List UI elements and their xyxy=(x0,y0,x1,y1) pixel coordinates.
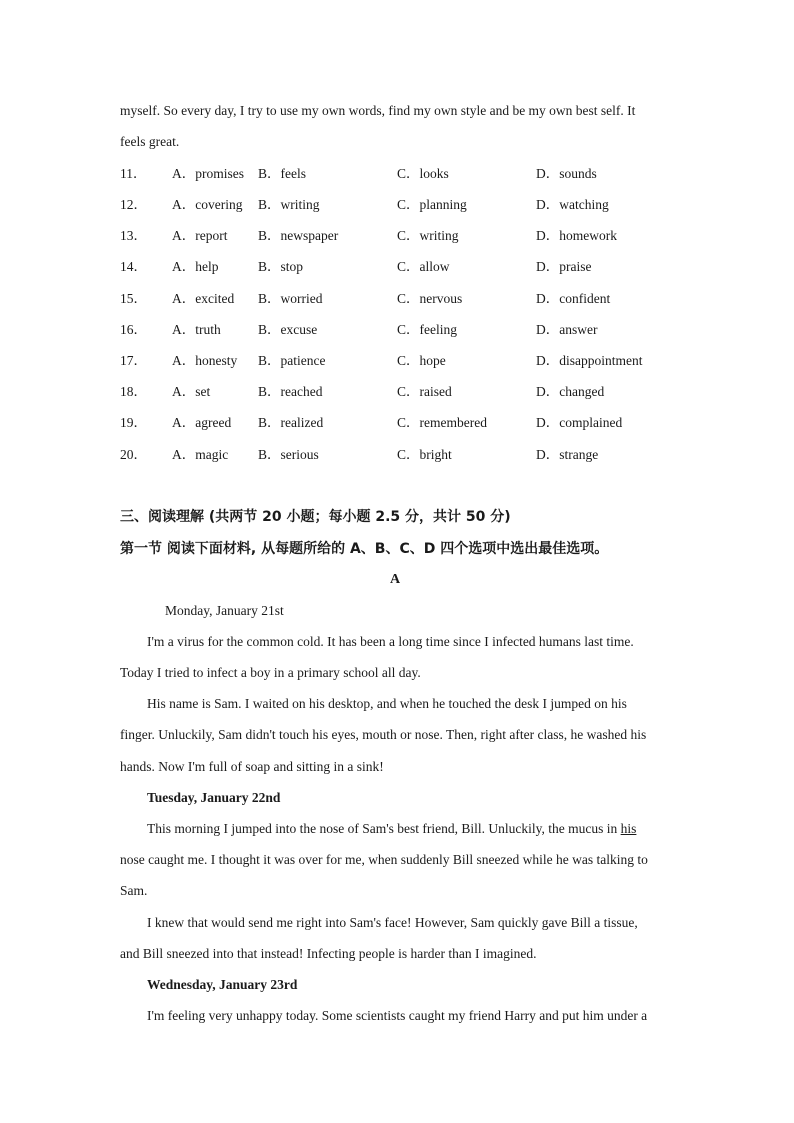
option-row-16 xyxy=(120,321,680,339)
option-b: B．feels xyxy=(258,166,306,181)
diary-text-line: His name is Sam. I waited on his desktop, and when he touched the desk I jumped on his xyxy=(147,696,627,711)
option-c: C．planning xyxy=(397,197,467,212)
option-a: A．truth xyxy=(172,322,221,337)
option-d: D．praise xyxy=(536,259,592,274)
question-number: 11． xyxy=(120,166,147,181)
option-b: B．writing xyxy=(258,197,320,212)
option-d: D．confident xyxy=(536,291,611,306)
diary-text-line: nose caught me. I thought it was over for me, when suddenly Bill sneezed while he was talking to xyxy=(120,852,648,867)
option-a: A．excited xyxy=(172,291,235,306)
option-row-12 xyxy=(120,196,680,214)
option-c: C．raised xyxy=(397,384,452,399)
question-number: 18． xyxy=(120,384,147,399)
underlined-word: his xyxy=(620,821,637,836)
question-number: 20． xyxy=(120,447,147,462)
option-b: B．excuse xyxy=(258,322,318,337)
diary-text-line xyxy=(147,820,636,838)
option-c: C．nervous xyxy=(397,291,463,306)
option-b: B．serious xyxy=(258,447,319,462)
option-d: D．answer xyxy=(536,322,598,337)
option-c: C．allow xyxy=(397,259,450,274)
question-number: 12． xyxy=(120,197,147,212)
option-c: C．writing xyxy=(397,228,459,243)
option-row-20 xyxy=(120,446,680,464)
option-row-19 xyxy=(120,414,680,432)
option-d: D．sounds xyxy=(536,166,597,181)
diary-text-line: hands. Now I'm full of soap and sitting in a sink! xyxy=(120,759,384,774)
option-a: A．set xyxy=(172,384,211,399)
question-number: 15． xyxy=(120,291,147,306)
option-d: D．homework xyxy=(536,228,617,243)
option-c: C．looks xyxy=(397,166,449,181)
question-number: 13． xyxy=(120,228,147,243)
option-b: B．realized xyxy=(258,415,324,430)
option-c: C．remembered xyxy=(397,415,487,430)
question-number: 17． xyxy=(120,353,147,368)
diary-text-line: and Bill sneezed into that instead! Infecting people is harder than I imagined. xyxy=(120,946,537,961)
question-number: 19． xyxy=(120,415,147,430)
option-d: D．complained xyxy=(536,415,623,430)
passage-label: A xyxy=(390,572,401,587)
section-title: 三、阅读理解 (共两节 20 小题；每小题 2.5 分，共计 50 分) xyxy=(120,509,511,525)
diary-text-line: I'm a virus for the common cold. It has been a long time since I infected humans last time. xyxy=(147,634,634,649)
diary-text-segment: This morning I jumped into the nose of Sam's best friend, Bill. Unluckily, the mucus in xyxy=(147,821,621,836)
diary-text-line: I knew that would send me right into Sam's face! However, Sam quickly gave Bill a tissue, xyxy=(147,915,638,930)
option-b: B．newspaper xyxy=(258,228,339,243)
option-row-14 xyxy=(120,258,680,276)
option-d: D．disappointment xyxy=(536,353,643,368)
question-number: 16． xyxy=(120,322,147,337)
option-a: A．promises xyxy=(172,166,244,181)
section-subtitle: 第一节 阅读下面材料, 从每题所给的 A、B、C、D 四个选项中选出最佳选项。 xyxy=(120,541,609,557)
option-a: A．magic xyxy=(172,447,229,462)
diary-text-line: Today I tried to infect a boy in a primary school all day. xyxy=(120,665,421,680)
option-row-11 xyxy=(120,165,680,183)
option-a: A．honesty xyxy=(172,353,238,368)
option-c: C．feeling xyxy=(397,322,457,337)
diary-date: Wednesday, January 23rd xyxy=(147,977,298,992)
option-row-18 xyxy=(120,383,680,401)
option-b: B．stop xyxy=(258,259,304,274)
option-a: A．agreed xyxy=(172,415,232,430)
question-number: 14． xyxy=(120,259,147,274)
diary-text-line: finger. Unluckily, Sam didn't touch his eyes, mouth or nose. Then, right after class, he washed his xyxy=(120,727,647,742)
option-row-17 xyxy=(120,352,680,370)
option-b: B．patience xyxy=(258,353,326,368)
diary-text-line: I'm feeling very unhappy today. Some scientists caught my friend Harry and put him under a xyxy=(147,1008,648,1023)
passage-text-line: myself. So every day, I try to use my own words, find my own style and be my own best self. It xyxy=(120,103,636,118)
diary-text-line: Sam. xyxy=(120,883,148,898)
option-a: A．covering xyxy=(172,197,243,212)
passage-text-line: feels great. xyxy=(120,134,180,149)
option-a: A．report xyxy=(172,228,228,243)
option-c: C．bright xyxy=(397,447,452,462)
option-d: D．watching xyxy=(536,197,609,212)
option-c: C．hope xyxy=(397,353,446,368)
option-b: B．worried xyxy=(258,291,323,306)
option-row-13 xyxy=(120,227,680,245)
option-a: A．help xyxy=(172,259,219,274)
option-d: D．changed xyxy=(536,384,605,399)
option-b: B．reached xyxy=(258,384,323,399)
option-d: D．strange xyxy=(536,447,599,462)
diary-date: Tuesday, January 22nd xyxy=(147,790,281,805)
diary-date: Monday, January 21st xyxy=(165,603,284,618)
option-row-15 xyxy=(120,290,680,308)
